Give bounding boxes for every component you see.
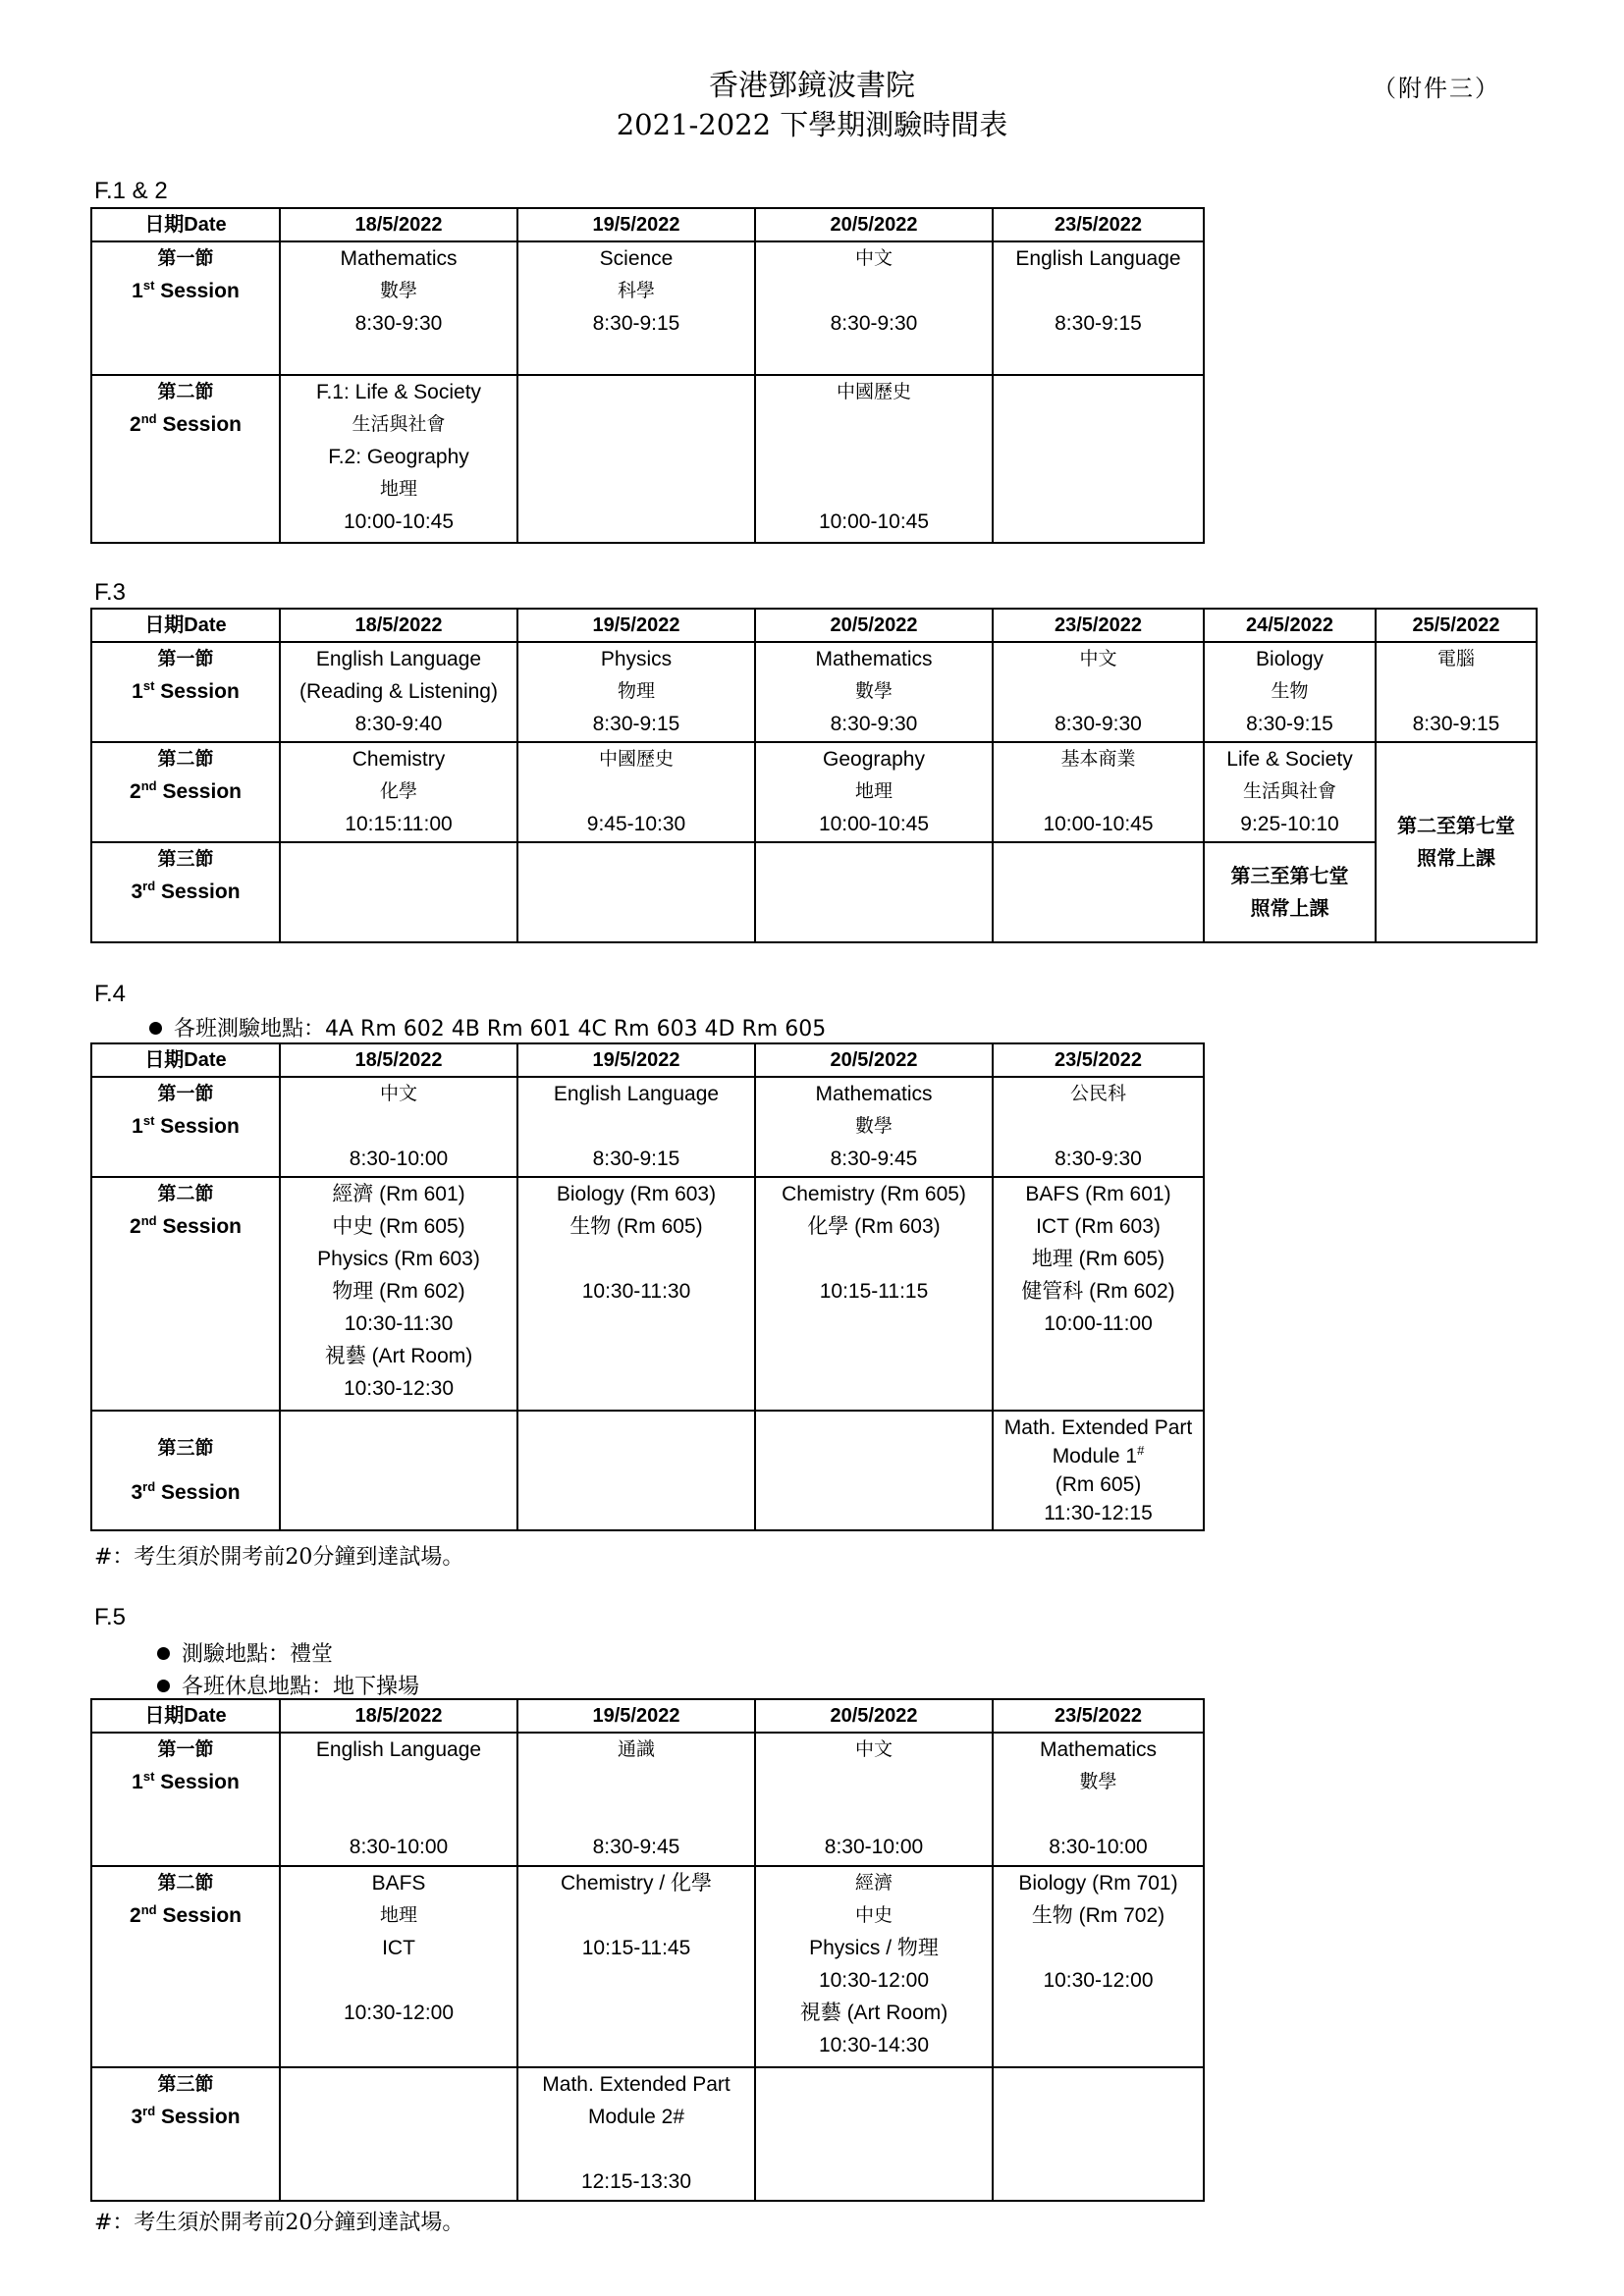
exam-cell: BAFS 地理 ICT 10:30-12:00 bbox=[280, 1866, 517, 2067]
exam-cell: 中文 8:30-10:00 bbox=[755, 1733, 993, 1866]
session-row bbox=[91, 742, 1537, 842]
exam-cell: 中文 8:30-10:00 bbox=[280, 1077, 517, 1177]
exam-cell: Mathematics 數學 8:30-9:30 bbox=[755, 642, 993, 742]
exam-cell: Math. Extended Part Module 2# 12:15-13:30 bbox=[517, 2067, 755, 2201]
school-name: 香港鄧鏡波書院 bbox=[709, 69, 915, 103]
exam-cell: 中文 8:30-9:30 bbox=[993, 642, 1204, 742]
exam-cell: Life & Society 生活與社會 9:25-10:10 bbox=[1204, 742, 1376, 842]
session-row bbox=[91, 375, 1204, 543]
session-row bbox=[91, 842, 1537, 942]
exam-cell: Physics 物理 8:30-9:15 bbox=[517, 642, 755, 742]
exam-cell: 中國歷史 9:45-10:30 bbox=[517, 742, 755, 842]
normal-class-note: 第三至第七堂 照常上課 bbox=[1204, 842, 1376, 942]
exam-cell bbox=[993, 2067, 1204, 2201]
date-cell: 19/5/2022 bbox=[517, 609, 755, 642]
exam-cell: BAFS (Rm 601) ICT (Rm 603) 地理 (Rm 605) 健管科 (Rm 602) 10:00-11:00 bbox=[993, 1177, 1204, 1411]
session-label: 第一節 1st Session bbox=[91, 642, 280, 742]
exam-cell: Chemistry / 化學 10:15-11:45 bbox=[517, 1866, 755, 2067]
exam-cell: Math. Extended Part Module 1# (Rm 605) 11:30-12:15 bbox=[993, 1411, 1204, 1530]
exam-cell: English Language 8:30-9:15 bbox=[517, 1077, 755, 1177]
exam-cell: 中文 8:30-9:30 bbox=[755, 241, 993, 375]
exam-cell: Chemistry 化學 10:15:11:00 bbox=[280, 742, 517, 842]
exam-cell bbox=[517, 1411, 755, 1530]
exam-cell bbox=[993, 375, 1204, 543]
session-row bbox=[91, 642, 1537, 742]
exam-cell bbox=[755, 842, 993, 942]
date-cell: 18/5/2022 bbox=[280, 208, 517, 241]
date-label: 日期Date bbox=[91, 1699, 280, 1733]
session-row bbox=[91, 1177, 1204, 1411]
exam-cell: English Language (Reading & Listening) 8:30-9:40 bbox=[280, 642, 517, 742]
exam-cell: Chemistry (Rm 605) 化學 (Rm 603) 10:15-11:15 bbox=[755, 1177, 993, 1411]
exam-cell: Mathematics 數學 8:30-10:00 bbox=[993, 1733, 1204, 1866]
exam-cell: English Language 8:30-9:15 bbox=[993, 241, 1204, 375]
date-label: 日期Date bbox=[91, 208, 280, 241]
section-heading-f5: F.5 bbox=[94, 1604, 127, 1630]
session-label: 第三節 3rd Session bbox=[91, 842, 280, 942]
exam-cell bbox=[517, 842, 755, 942]
footnote: #：考生須於開考前20分鐘到達試場。 bbox=[94, 2211, 464, 2235]
exam-cell bbox=[280, 2067, 517, 2201]
date-cell: 23/5/2022 bbox=[993, 1699, 1204, 1733]
date-cell: 23/5/2022 bbox=[993, 1043, 1204, 1077]
exam-cell: 公民科 8:30-9:30 bbox=[993, 1077, 1204, 1177]
date-cell: 19/5/2022 bbox=[517, 208, 755, 241]
exam-cell: 電腦 8:30-9:15 bbox=[1376, 642, 1537, 742]
exam-cell: 經濟 (Rm 601) 中史 (Rm 605) Physics (Rm 603) 物理 (Rm 602) 10:30-11:30 視藝 (Art Room) 10:30-12:30 bbox=[280, 1177, 517, 1411]
page-title: 2021-2022 下學期測驗時間表 bbox=[616, 108, 1008, 141]
header-row bbox=[91, 1699, 1204, 1733]
exam-cell bbox=[755, 2067, 993, 2201]
session-label: 第二節 2nd Session bbox=[91, 375, 280, 543]
session-label: 第二節 2nd Session bbox=[91, 742, 280, 842]
bullet-icon bbox=[149, 1022, 162, 1035]
date-cell: 18/5/2022 bbox=[280, 1043, 517, 1077]
date-cell: 20/5/2022 bbox=[755, 1043, 993, 1077]
exam-cell: F.1: Life & Society 生活與社會 F.2: Geography 地理 10:00-10:45 bbox=[280, 375, 517, 543]
date-cell: 24/5/2022 bbox=[1204, 609, 1376, 642]
exam-cell bbox=[993, 842, 1204, 942]
session-label: 第三節 3rd Session bbox=[91, 1411, 280, 1530]
exam-cell: Science 科學 8:30-9:15 bbox=[517, 241, 755, 375]
exam-cell: Mathematics 數學 8:30-9:45 bbox=[755, 1077, 993, 1177]
venue-note: 各班測驗地點：4A Rm 602 4B Rm 601 4C Rm 603 4D Rm 605 bbox=[149, 1012, 826, 1042]
date-cell: 20/5/2022 bbox=[755, 609, 993, 642]
header-row bbox=[91, 609, 1537, 642]
date-cell: 25/5/2022 bbox=[1376, 609, 1537, 642]
date-cell: 18/5/2022 bbox=[280, 1699, 517, 1733]
exam-cell: 經濟 中史 Physics / 物理 10:30-12:00 視藝 (Art Room) 10:30-14:30 bbox=[755, 1866, 993, 2067]
exam-cell bbox=[280, 1411, 517, 1530]
venue-note: 測驗地點：禮堂 bbox=[157, 1637, 333, 1668]
date-cell: 19/5/2022 bbox=[517, 1699, 755, 1733]
session-row bbox=[91, 1733, 1204, 1866]
date-label: 日期Date bbox=[91, 609, 280, 642]
session-row bbox=[91, 241, 1204, 375]
exam-cell bbox=[280, 842, 517, 942]
bullet-icon bbox=[157, 1647, 170, 1660]
header-row bbox=[91, 208, 1204, 241]
timetable-f12 bbox=[90, 207, 1205, 544]
exam-cell bbox=[755, 1411, 993, 1530]
header-row bbox=[91, 1043, 1204, 1077]
exam-cell: Mathematics 數學 8:30-9:30 bbox=[280, 241, 517, 375]
bullet-icon bbox=[157, 1680, 170, 1692]
exam-cell: Biology 生物 8:30-9:15 bbox=[1204, 642, 1376, 742]
section-heading-f12: F.1 & 2 bbox=[94, 178, 168, 204]
session-row bbox=[91, 2067, 1204, 2201]
session-label: 第一節 1st Session bbox=[91, 1077, 280, 1177]
session-row bbox=[91, 1866, 1204, 2067]
session-label: 第二節 2nd Session bbox=[91, 1866, 280, 2067]
session-row bbox=[91, 1411, 1204, 1530]
attachment-label: （附件三） bbox=[1373, 75, 1500, 102]
exam-cell: English Language 8:30-10:00 bbox=[280, 1733, 517, 1866]
date-label: 日期Date bbox=[91, 1043, 280, 1077]
exam-cell: Biology (Rm 701) 生物 (Rm 702) 10:30-12:00 bbox=[993, 1866, 1204, 2067]
date-cell: 23/5/2022 bbox=[993, 609, 1204, 642]
rest-area-note: 各班休息地點：地下操場 bbox=[157, 1670, 419, 1700]
session-label: 第三節 3rd Session bbox=[91, 2067, 280, 2201]
exam-cell: 通識 8:30-9:45 bbox=[517, 1733, 755, 1866]
footnote: #：考生須於開考前20分鐘到達試場。 bbox=[94, 1545, 464, 1570]
exam-cell: Geography 地理 10:00-10:45 bbox=[755, 742, 993, 842]
section-heading-f3: F.3 bbox=[94, 579, 127, 606]
exam-cell bbox=[517, 375, 755, 543]
date-cell: 18/5/2022 bbox=[280, 609, 517, 642]
session-label: 第二節 2nd Session bbox=[91, 1177, 280, 1411]
timetable-f5 bbox=[90, 1698, 1205, 2202]
session-label: 第一節 1st Session bbox=[91, 1733, 280, 1866]
exam-cell: 基本商業 10:00-10:45 bbox=[993, 742, 1204, 842]
exam-cell: Biology (Rm 603) 生物 (Rm 605) 10:30-11:30 bbox=[517, 1177, 755, 1411]
session-label: 第一節 1st Session bbox=[91, 241, 280, 375]
timetable-f4 bbox=[90, 1042, 1205, 1531]
date-cell: 20/5/2022 bbox=[755, 1699, 993, 1733]
date-cell: 19/5/2022 bbox=[517, 1043, 755, 1077]
timetable-f3 bbox=[90, 608, 1538, 943]
normal-class-note: 第二至第七堂 照常上課 bbox=[1376, 742, 1537, 942]
section-heading-f4: F.4 bbox=[94, 981, 127, 1007]
date-cell: 23/5/2022 bbox=[993, 208, 1204, 241]
session-row bbox=[91, 1077, 1204, 1177]
exam-cell: 中國歷史 10:00-10:45 bbox=[755, 375, 993, 543]
date-cell: 20/5/2022 bbox=[755, 208, 993, 241]
